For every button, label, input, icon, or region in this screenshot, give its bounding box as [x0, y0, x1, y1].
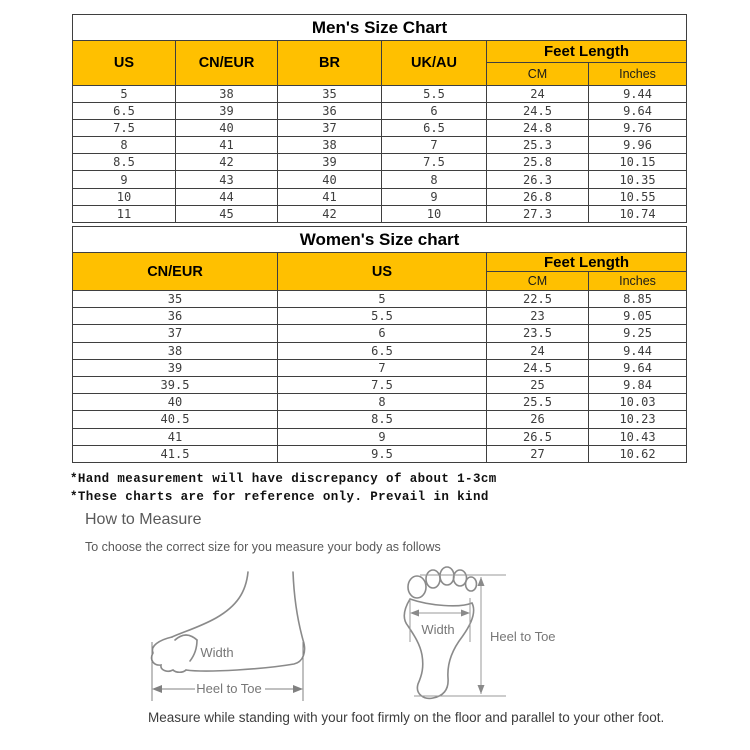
- size-cell: 37: [73, 325, 278, 342]
- size-row: [73, 394, 687, 411]
- size-cell: 27.3: [487, 205, 589, 222]
- size-cell: 5: [73, 86, 176, 103]
- measure-caption: Measure while standing with your foot firmly on the floor and parallel to your other foot.: [148, 710, 665, 725]
- size-cell: 35: [278, 86, 382, 103]
- size-row: [73, 103, 687, 120]
- size-cell: 9.44: [589, 86, 687, 103]
- size-cell: 8.5: [278, 411, 487, 428]
- size-row: [73, 411, 687, 428]
- size-cell: 9: [73, 171, 176, 188]
- size-cell: 10.74: [589, 205, 687, 222]
- col-header-feet-length: Feet Length: [487, 41, 687, 63]
- disclaimer-notes: [70, 471, 497, 506]
- size-cell: 26: [487, 411, 589, 428]
- size-cell: 41.5: [73, 445, 278, 462]
- womens-chart-title: Women's Size chart: [73, 227, 687, 253]
- size-cell: 25.8: [487, 154, 589, 171]
- size-cell: 40: [278, 171, 382, 188]
- size-cell: 9.5: [278, 445, 487, 462]
- size-cell: 26.5: [487, 428, 589, 445]
- size-cell: 5.5: [278, 308, 487, 325]
- womens-table-body: [73, 291, 687, 463]
- col-header-br: BR: [278, 41, 382, 86]
- how-to-measure-heading: How to Measure: [85, 511, 202, 528]
- size-cell: 24.8: [487, 120, 589, 137]
- size-cell: 41: [278, 188, 382, 205]
- size-cell: 8: [278, 394, 487, 411]
- size-cell: 9.76: [589, 120, 687, 137]
- size-row: [73, 205, 687, 222]
- col-header-cm: CM: [487, 63, 589, 86]
- col-header-us: US: [73, 41, 176, 86]
- col-header-feet-length: Feet Length: [487, 253, 687, 272]
- note-line: *Hand measurement will have discrepancy of about 1-3cm: [70, 472, 497, 486]
- size-cell: 7: [382, 137, 487, 154]
- col-header-cn-eur: CN/EUR: [73, 253, 278, 291]
- size-cell: 40: [176, 120, 278, 137]
- size-cell: 41: [73, 428, 278, 445]
- size-cell: 5.5: [382, 86, 487, 103]
- size-cell: 6.5: [382, 120, 487, 137]
- size-cell: 24.5: [487, 103, 589, 120]
- size-cell: 10.43: [589, 428, 687, 445]
- size-cell: 42: [176, 154, 278, 171]
- size-row: [73, 137, 687, 154]
- size-cell: 9.64: [589, 103, 687, 120]
- col-header-cn-eur: CN/EUR: [176, 41, 278, 86]
- size-cell: 9.96: [589, 137, 687, 154]
- size-row: [73, 188, 687, 205]
- size-cell: 7.5: [73, 120, 176, 137]
- mens-size-table: [72, 14, 687, 223]
- size-cell: 10.55: [589, 188, 687, 205]
- size-cell: 39: [278, 154, 382, 171]
- size-cell: 36: [73, 308, 278, 325]
- top-view-heel-to-toe-label: Heel to Toe: [490, 629, 556, 644]
- size-cell: 6: [278, 325, 487, 342]
- size-cell: 8: [73, 137, 176, 154]
- col-header-inches: Inches: [589, 63, 687, 86]
- side-view-heel-to-toe-label: Heel to Toe: [196, 681, 262, 696]
- size-cell: 35: [73, 291, 278, 308]
- size-cell: 45: [176, 205, 278, 222]
- table-row: [73, 41, 687, 63]
- size-cell: 9.64: [589, 359, 687, 376]
- size-cell: 39: [176, 103, 278, 120]
- size-cell: 6.5: [278, 342, 487, 359]
- size-cell: 25: [487, 376, 589, 393]
- size-cell: 43: [176, 171, 278, 188]
- size-cell: 40.5: [73, 411, 278, 428]
- size-cell: 24.5: [487, 359, 589, 376]
- size-cell: 36: [278, 103, 382, 120]
- size-cell: 25.3: [487, 137, 589, 154]
- size-row: [73, 359, 687, 376]
- size-cell: 9.84: [589, 376, 687, 393]
- size-cell: 23.5: [487, 325, 589, 342]
- size-cell: 10.35: [589, 171, 687, 188]
- size-row: [73, 171, 687, 188]
- note-line: *These charts are for reference only. Prevail in kind: [70, 489, 489, 504]
- size-cell: 38: [73, 342, 278, 359]
- size-row: [73, 291, 687, 308]
- size-cell: 25.5: [487, 394, 589, 411]
- size-cell: 24: [487, 342, 589, 359]
- foot-side-view-diagram: [145, 558, 315, 706]
- size-cell: 9.44: [589, 342, 687, 359]
- size-cell: 10.62: [589, 445, 687, 462]
- size-cell: 9.05: [589, 308, 687, 325]
- size-cell: 44: [176, 188, 278, 205]
- size-row: [73, 120, 687, 137]
- table-row: [73, 15, 687, 41]
- size-cell: 5: [278, 291, 487, 308]
- size-row: [73, 428, 687, 445]
- size-cell: 10: [382, 205, 487, 222]
- size-row: [73, 376, 687, 393]
- mens-chart-title: Men's Size Chart: [73, 15, 687, 41]
- size-cell: 38: [176, 86, 278, 103]
- size-cell: 26.8: [487, 188, 589, 205]
- size-row: [73, 86, 687, 103]
- how-to-measure-subheading: To choose the correct size for you measure your body as follows: [85, 540, 441, 554]
- mens-table-body: [73, 86, 687, 223]
- size-cell: 38: [278, 137, 382, 154]
- top-view-width-label: Width: [421, 622, 455, 637]
- womens-size-table: [72, 226, 687, 463]
- col-header-us: US: [278, 253, 487, 291]
- size-cell: 10: [73, 188, 176, 205]
- size-cell: 9.25: [589, 325, 687, 342]
- table-row: [73, 253, 687, 272]
- size-cell: 22.5: [487, 291, 589, 308]
- size-row: [73, 308, 687, 325]
- size-cell: 27: [487, 445, 589, 462]
- size-cell: 9: [278, 428, 487, 445]
- size-row: [73, 445, 687, 462]
- size-row: [73, 342, 687, 359]
- size-cell: 11: [73, 205, 176, 222]
- size-cell: 40: [73, 394, 278, 411]
- table-row: [73, 227, 687, 253]
- size-cell: 7.5: [278, 376, 487, 393]
- size-cell: 39.5: [73, 376, 278, 393]
- foot-top-view-diagram: [400, 557, 590, 707]
- col-header-inches: Inches: [589, 272, 687, 291]
- size-cell: 10.23: [589, 411, 687, 428]
- size-cell: 10.15: [589, 154, 687, 171]
- size-cell: 10.03: [589, 394, 687, 411]
- size-cell: 6: [382, 103, 487, 120]
- size-cell: 39: [73, 359, 278, 376]
- size-cell: 9: [382, 188, 487, 205]
- side-view-width-label: Width: [200, 645, 234, 660]
- size-cell: 41: [176, 137, 278, 154]
- col-header-uk-au: UK/AU: [382, 41, 487, 86]
- size-row: [73, 154, 687, 171]
- size-cell: 8.5: [73, 154, 176, 171]
- size-cell: 24: [487, 86, 589, 103]
- size-cell: 8: [382, 171, 487, 188]
- col-header-cm: CM: [487, 272, 589, 291]
- size-cell: 23: [487, 308, 589, 325]
- size-cell: 42: [278, 205, 382, 222]
- size-row: [73, 325, 687, 342]
- size-cell: 7.5: [382, 154, 487, 171]
- size-cell: 6.5: [73, 103, 176, 120]
- size-cell: 8.85: [589, 291, 687, 308]
- size-cell: 37: [278, 120, 382, 137]
- size-cell: 7: [278, 359, 487, 376]
- size-cell: 26.3: [487, 171, 589, 188]
